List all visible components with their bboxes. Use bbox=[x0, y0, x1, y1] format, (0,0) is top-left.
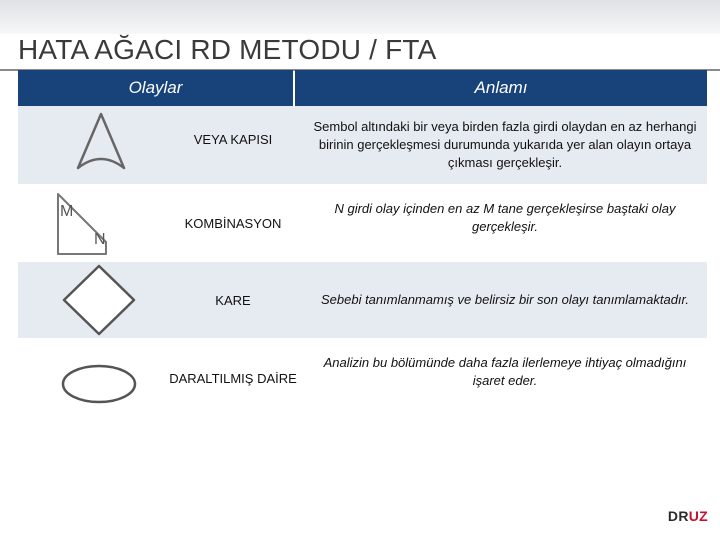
symbol-description: Sembol altındaki bir veya birden fazla girdi olaydan en az herhangi birinin gerçekleşmesi durumunda yukarıda yer alan olayın ortaya çıkması gerçekleşir. bbox=[313, 119, 697, 170]
table-row bbox=[18, 262, 707, 338]
header-events: Olaylar bbox=[18, 70, 293, 106]
combination-m-label: M bbox=[60, 203, 74, 220]
symbol-name: VEYA KAPISI bbox=[193, 132, 273, 147]
table-row bbox=[18, 338, 707, 418]
symbol-name: KOMBİNASYON bbox=[184, 215, 282, 231]
slide-title: HATA AĞACI RD METODU / FTA bbox=[18, 34, 437, 65]
or-gate-icon bbox=[56, 108, 146, 178]
symbol-name: DARALTILMIŞ DAİRE bbox=[169, 370, 297, 386]
symbol-cell bbox=[18, 262, 163, 338]
symbol-name: KARE bbox=[215, 292, 251, 308]
table-row bbox=[18, 106, 707, 184]
table-row bbox=[18, 184, 707, 262]
combination-n-label: N bbox=[94, 231, 106, 248]
symbol-description: Analizin bu bölümünde daha fazla ilerlemeye ihtiyaç olmadığını işaret eder. bbox=[323, 355, 687, 388]
top-gradient-band bbox=[0, 0, 720, 34]
symbol-description: N girdi olay içinden en az M tane gerçekleşirse baştaki olay gerçekleşir. bbox=[334, 201, 676, 234]
ellipse-icon bbox=[54, 354, 144, 414]
header-meaning: Anlamı bbox=[295, 70, 707, 106]
symbol-description: Sebebi tanımlanmamış ve belirsiz bir son olayı tanımlamaktadır. bbox=[320, 292, 689, 307]
symbol-cell bbox=[18, 184, 163, 262]
brand-logo-part1: DR bbox=[667, 508, 689, 524]
symbol-cell bbox=[18, 338, 163, 418]
symbol-cell bbox=[18, 106, 163, 184]
combination-gate-icon bbox=[48, 186, 138, 266]
brand-logo bbox=[668, 508, 708, 524]
diamond-icon bbox=[54, 262, 144, 338]
brand-logo-part2: UZ bbox=[688, 508, 708, 524]
